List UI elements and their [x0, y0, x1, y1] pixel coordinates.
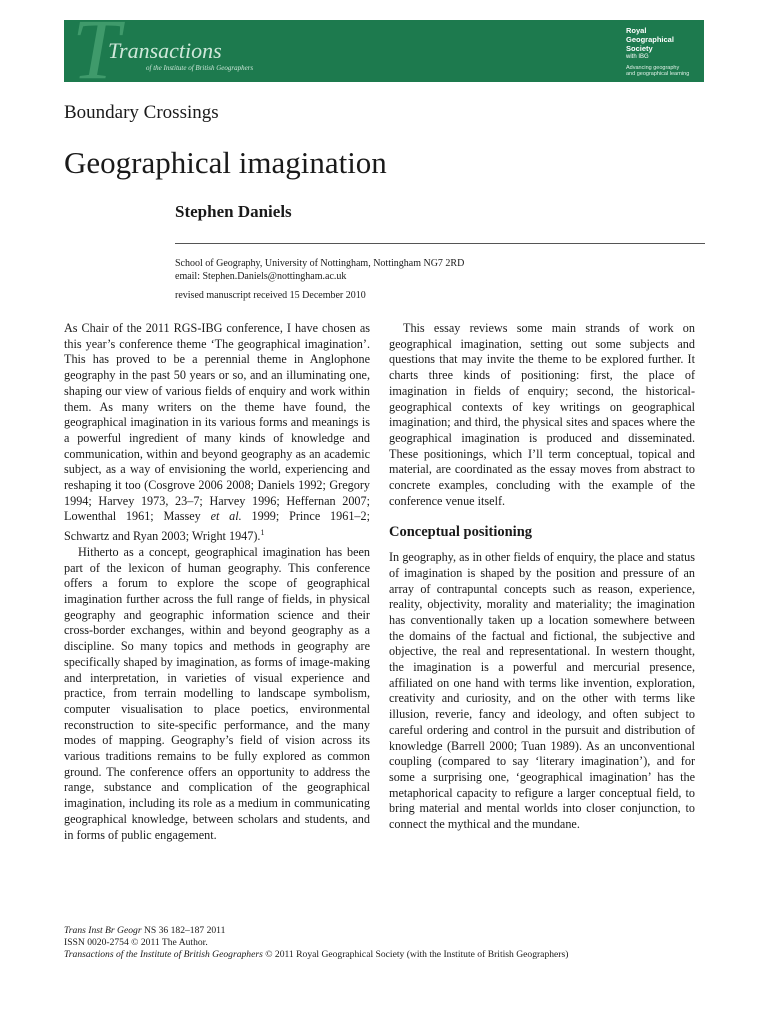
right-column	[389, 321, 695, 833]
rgs-slogan-line: Advancing geography	[626, 65, 680, 71]
page-footer	[64, 925, 568, 961]
affiliation-block	[175, 257, 464, 283]
rgs-with-ibg: with IBG	[626, 54, 649, 60]
journal-logo-mark: T	[72, 20, 120, 82]
section-label: Boundary Crossings	[64, 102, 219, 123]
copyright-line: Transactions of the Institute of British Geographers © 2011 Royal Geographical Society (with the Institute of British Geographers)	[64, 949, 569, 960]
paragraph: As Chair of the 2011 RGS-IBG conference, I have chosen as this year’s conference theme ‘The geographical imagination’. This has proved to be a perennial theme in Anglophone geography in the past 50 years or so, and an illuminating one, shaping our view of various fields of enquiry and work within them. As many writers on the theme have found, the geographical imagination in its various forms and meanings is a powerful ingredient of many kinds of knowledge and communication, within and beyond geography as an academic subject, as a way of envisioning the world, experiencing and reshaping it too (Cosgrove 2006 2008; Daniels 1992; Gregory 1994; Harvey 1973, 23–7; Harvey 1996; Heffernan 2007; Lowenthal 1961; Massey et al. 1999; Prince 1961–2; Schwartz and Ryan 2003; Wright 1947).$^1$	[64, 321, 370, 544]
left-column	[64, 321, 370, 843]
journal-title: Transactions	[108, 38, 222, 63]
paragraph: In geography, as in other fields of enquiry, the place and status of imagination is shaped by the position and pressure of an array of contrapuntal concepts such as reason, experience, reality, objectivity, morality and materiality; the imagination has conventionally taken up a location somewhere between the domains of the factual and fictional, the subjective and objective, the real and representational. In western thought, the imagination is a powerful and mercurial presence, affiliated on one hand with terms like invention, exploration, creativity and curiosity, and on the other with terms like illusion, reverie, fancy and ideology, and often subject to careful ordering and control in the pursuit and distribution of knowledge (Barrell 2000; Tuan 1989). As an unconventional coupling (compared to say ‘literary imagination’), and for some a surprising one, ‘geographical imagination’ has the metaphorical capacity to refigure a larger conceptual field, to bring material and mental worlds into closer conjunction, to connect the mythical and the mundane.	[389, 550, 695, 832]
paragraph: Hitherto as a concept, geographical imagination has been part of the lexicon of human geography. This conference offers a forum to explore the scope of geographical imagination further across the full range of fields, in physical geography and geographic information science and their cross-border exchanges, within and beyond geography as a discipline. So many topics and methods in geography are specifically shaped by imagination, as forms of image-making and interpretation, in varieties of visual experience and practice, from terrain modelling to landscape symbolism, computer visualisation to place poetics, environmental reconstruction to site-specific performance, and the many modes of mapping. Geography’s field of vision across its various traditions remains to be fully explored as common ground. The conference offers an opportunity to address the range, substance and complication of the geographical imagination, including its role as a medium in communicating geographical knowledge, between scholars and students, and in forms of public engagement.	[64, 544, 370, 842]
rgs-slogan-line: and geographical learning	[626, 71, 690, 77]
issn-line: ISSN 0020-2754 © 2011 The Author.	[64, 937, 208, 948]
journal-banner	[64, 20, 704, 82]
rgs-logo	[626, 26, 702, 77]
paragraph: This essay reviews some main strands of work on geographical imagination, setting out some subjects and questions that may invite the theme to be explored further. It charts three kinds of positioning: first, the place of imagination in fields of enquiry; second, the historical-geographical contexts of key writings on geographical imagination; and third, the physical sites and spaces where the geographical imagination is produced and disseminated. These positionings, which I’ll term conceptual, topical and material, are coordinated as the essay moves from abstract to concrete examples, concluding with the example of the conference venue itself.	[389, 321, 695, 508]
journal-subtitle: of the Institute of British Geographers	[146, 64, 254, 72]
author-email: email: Stephen.Daniels@nottingham.ac.uk	[175, 271, 347, 282]
rgs-name-line: Royal	[626, 26, 647, 35]
author-name: Stephen Daniels	[175, 202, 292, 221]
section-heading: Conceptual positioning	[389, 524, 533, 541]
rgs-name-line: Geographical	[626, 35, 674, 44]
revised-date: revised manuscript received 15 December 2010	[175, 290, 366, 301]
header-divider	[175, 243, 705, 244]
affiliation: School of Geography, University of Nottingham, Nottingham NG7 2RD	[175, 258, 465, 269]
footnote-ref[interactable]: 1	[260, 528, 265, 538]
citation-line: Trans Inst Br Geogr NS 36 182–187 2011	[64, 925, 226, 936]
article-title: Geographical imagination	[64, 145, 387, 180]
rgs-name-line: Society	[626, 44, 653, 53]
rgs-slogan	[626, 65, 702, 77]
